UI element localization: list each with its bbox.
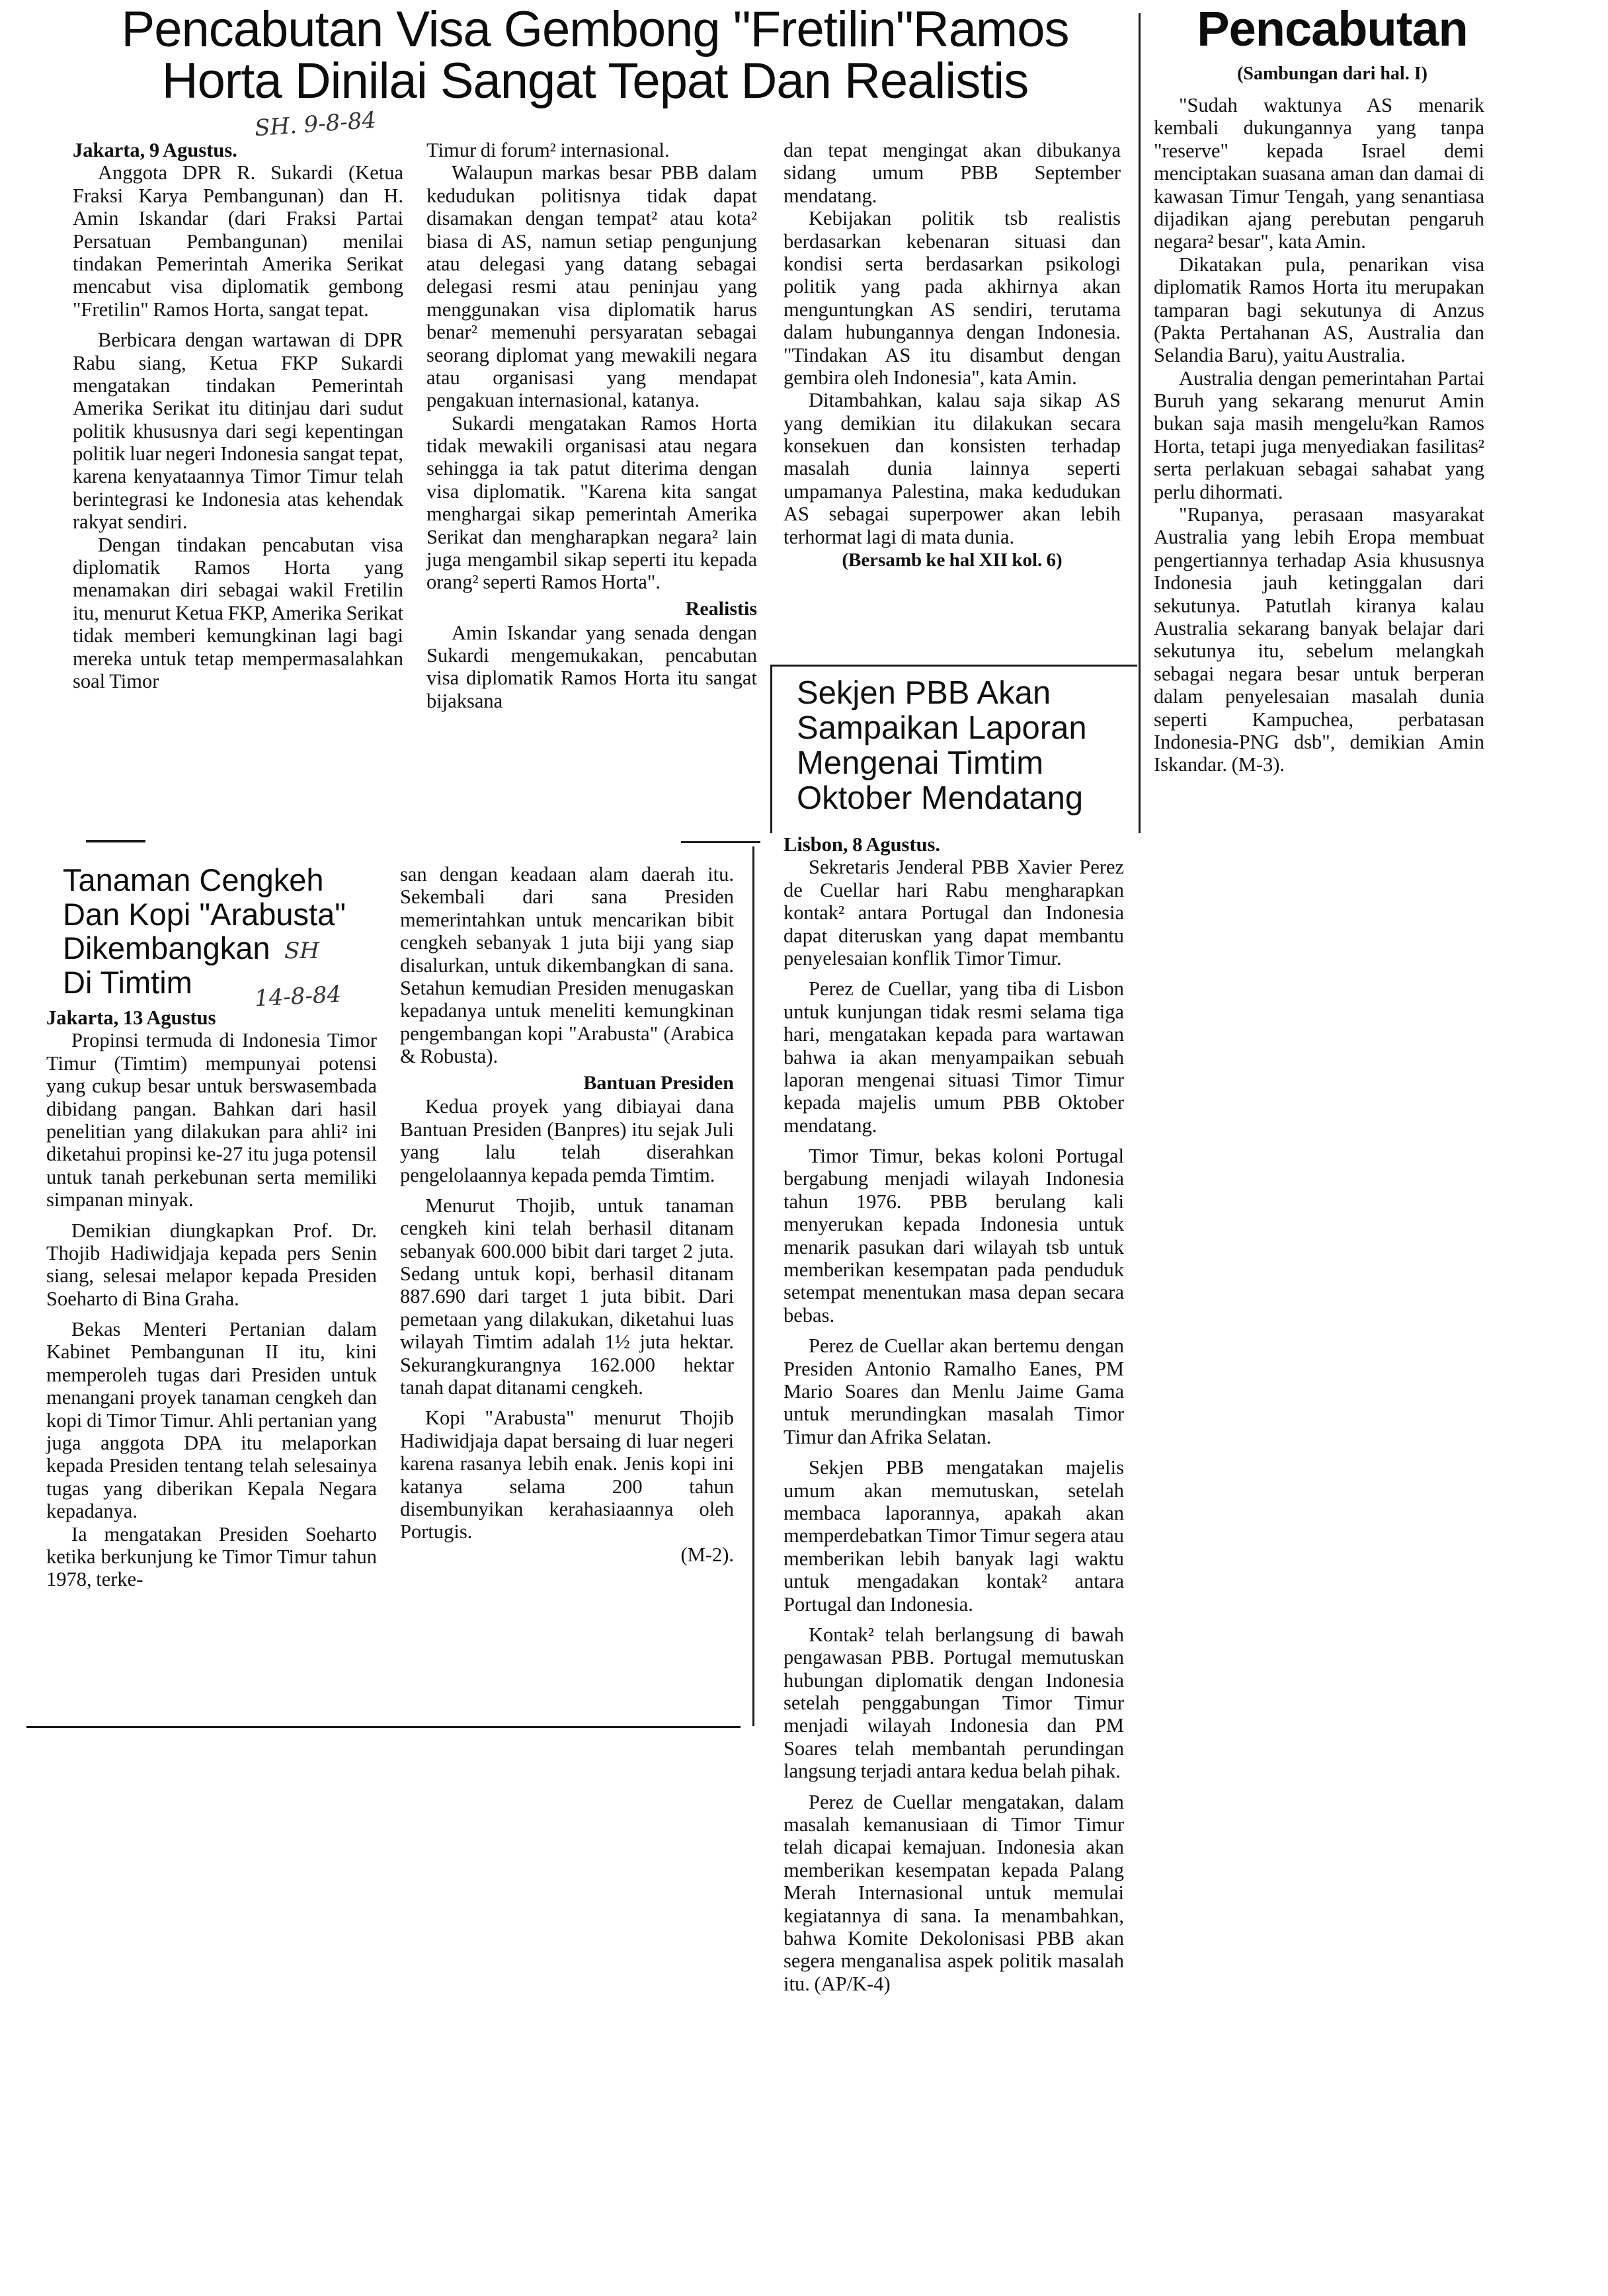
article2-column-2 xyxy=(400,863,734,1566)
column-rule xyxy=(752,846,754,1726)
article1-headline xyxy=(73,1,1117,109)
article2-dateline: Jakarta, 13 Agustus xyxy=(46,1006,216,1029)
article3-para: Perez de Cuellar mengatakan, dalam masalah kemanusiaan di Timor Timur telah dicapai kemajuan. Indonesia akan memberikan kesempatan kepada Palang Merah Internasional untuk memulai kegiatannya di sana. Ia menambahkan, bahwa Komite Dekolonisasi PBB akan segera menganalisa aspek politik masalah itu. (AP/K-4) xyxy=(784,1790,1124,1995)
article2-end-tag: (M-2). xyxy=(680,1543,734,1566)
handwritten-date-note: SH. 9-8-84 xyxy=(253,106,378,142)
article3-para: Sekretaris Jenderal PBB Xavier Perez de Cuellar hari Rabu mengharapkan kontak² antara Portugal dan Indonesia dapat diteruskan yang dapat membantu penyelesaian konflik Timor Timur. xyxy=(784,856,1124,969)
article3-headline-line: Mengenai Timtim xyxy=(797,745,1044,781)
article1-col2-para: Timur di forum² internasional. xyxy=(426,139,670,161)
article1-subhead-realistis: Realistis xyxy=(685,597,757,620)
box-rule xyxy=(770,665,772,833)
article2-col2-para: Menurut Thojib, untuk tanaman cengkeh kini telah berhasil ditanam sebanyak 600.000 bibit dari target 2 juta. Sedang untuk kopi, berhasil ditanam 887.690 dari target 1 juta bibit. Dari pemetaan yang dilakukan, diketahui luas wilayah Timtim adalah 1½ juta hektar. Sekurangkurangnya 162.000 hektar tanah dapat ditanami cengkeh. xyxy=(400,1194,734,1399)
article2-col1-para: Ia mengatakan Presiden Soeharto ketika berkunjung ke Timor Timur tahun 1978, terke- xyxy=(46,1522,377,1591)
article2-col1-para: Bekas Menteri Pertanian dalam Kabinet Pembangunan II itu, kini memperoleh tugas dari Presiden untuk menangani proyek tanaman cengkeh dan kopi di Timor Timur. Ahli pertanian yang juga anggota DPA itu melaporkan kepada Presiden tentang telah selesainya tugas yang diberikan Kepala Negara kepadanya. xyxy=(46,1318,377,1523)
article3-headline xyxy=(797,676,1134,816)
article4-para: Australia dengan pemerintahan Partai Buruh yang sekarang menurut Amin bukan saja masih mengelu²kan Ramos Horta, tetapi juga menyediakan fasilitas² serta perlakuan sebagai sahabat yang perlu dihormati. xyxy=(1154,366,1484,503)
handwritten-note: SH xyxy=(284,938,319,964)
column-rule xyxy=(1139,13,1141,833)
article1-dateline: Jakarta, 9 Agustus. xyxy=(73,139,237,161)
handwritten-date-note: 14-8-84 xyxy=(254,981,342,1012)
article3-body xyxy=(784,833,1124,1995)
article2-col1-para: Demikian diungkapkan Prof. Dr. Thojib Hadiwidjaja kepada pers Senin siang, selesai melapor kepada Presiden Soeharto di Bina Graha. xyxy=(46,1219,377,1310)
article2-headline-line: Dan Kopi "Arabusta" xyxy=(63,896,346,932)
article3-headline-line: Sekjen PBB Akan xyxy=(797,675,1051,711)
article2-headline-line: Di Timtim xyxy=(63,965,192,1001)
article1-col2-para: Sukardi mengatakan Ramos Horta tidak mewakili organisasi atau negara sehingga ia tak patut diterima dengan visa diplomatik. "Karena kita sangat menghargai sikap pemerintah Amerika Serikat dan mengharapkan negara² lain juga mengambil sikap seperti itu kepada orang² seperti Ramos Horta". xyxy=(426,411,757,594)
article1-headline-line2: Horta Dinilai Sangat Tepat Dan Realistis xyxy=(161,52,1029,109)
article4-body xyxy=(1154,94,1484,776)
article3-para: Perez de Cuellar, yang tiba di Lisbon untuk kunjungan tidak resmi selama tiga hari, mengatakan kepada para wartawan bahwa ia akan menyampaikan sebuah laporan mengenai situasi Timor Timur kepada majelis umum PBB Oktober mendatang. xyxy=(784,977,1124,1137)
article3-para: Sekjen PBB mengatakan majelis umum akan memutuskan, setelah membaca laporannya, apakah akan memperdebatkan Timor Timur segera atau memberikan lebih banyak lagi waktu untuk mengadakan kontak² antara Portugal dan Indonesia. xyxy=(784,1456,1124,1616)
article1-col1-para: Anggota DPR R. Sukardi (Ketua Fraksi Karya Pembangunan) dan H. Amin Iskandar (dari Fraksi Partai Persatuan Pembangunan) menilai tindakan Pemerintah Amerika Serikat mencabut visa diplomatik gembong "Fretilin" Ramos Horta, sangat tepat. xyxy=(73,161,403,321)
article1-column-2 xyxy=(426,139,757,712)
article-bottom-rule xyxy=(26,1726,741,1728)
article4-para: "Sudah waktunya AS menarik kembali dukungannya yang tanpa "reserve" kepada Israel demi menciptakan suasana aman dan damai di kawasan Timur Tengah, yang senantiasa dijadikan ajang perebutan pengaruh negara² besar", kata Amin. xyxy=(1154,94,1484,253)
article4-para: Dikatakan pula, penarikan visa diplomatik Ramos Horta itu merupakan tamparan bagi sekutunya di Anzus (Pakta Pertahanan AS, Australia dan Selandia Baru), yaitu Australia. xyxy=(1154,253,1484,367)
article3-para: Perez de Cuellar akan bertemu dengan Presiden Antonio Ramalho Eanes, PM Mario Soares dan Menlu Jaime Gama untuk merundingkan masalah Timor Timur dan Afrika Selatan. xyxy=(784,1334,1124,1448)
article1-col2-para: Amin Iskandar yang senada dengan Sukardi mengemukakan, pencabutan visa diplomatik Ramos Horta itu sangat bijaksana xyxy=(426,621,757,712)
article1-col3-para: dan tepat mengingat akan dibukanya sidang umum PBB September mendatang. xyxy=(784,139,1121,207)
article1-col3-para: Kebijakan politik tsb realistis berdasarkan kebenaran situasi dan kondisi serta berdasarkan psikologi politik yang pada akhirnya akan menguntungkan AS sendiri, terutama dalam hubungannya dengan Indonesia. "Tindakan AS itu disambut dengan gembira oleh Indonesia", kata Amin. xyxy=(784,207,1121,389)
article1-column-3 xyxy=(784,139,1121,571)
article2-headline xyxy=(63,863,393,1000)
article3-para: Timor Timur, bekas koloni Portugal bergabung menjadi wilayah Indonesia tahun 1976. PBB berulang kali menyerukan kepada Indonesia untuk menarik pasukan dari wilayah tsb untuk memberikan kesempatan pada penduduk setempat menentukan masa depan secara bebas. xyxy=(784,1145,1124,1327)
article3-headline-line: Oktober Mendatang xyxy=(797,780,1084,816)
box-rule xyxy=(770,665,1137,667)
article1-col2-para: Walaupun markas besar PBB dalam kedudukan politisnya tidak dapat disamakan dengan tempat² atau kota² biasa di AS, namun setiap pengunjung atau delegasi yang datang sebagai delegasi resmi atau peninjau yang menggunakan visa diplomatik harus benar² memenuhi persyaratan sebagai seorang diplomat yang mewakili negara atau organisasi yang mendapat pengakuan internasional, katanya. xyxy=(426,161,757,412)
article1-col3-para: Ditambahkan, kalau saja sikap AS yang demikian itu dilakukan secara konsekuen dan konsisten terhadap masalah dunia lainnya seperti umpamanya Palestina, maka kedudukan AS sebagai superpower akan lebih terhormat lagi di mata dunia. xyxy=(784,389,1121,548)
article2-col2-para: Kedua proyek yang dibiayai dana Bantuan Presiden (Banpres) itu sejak Juli yang lalu telah diserahkan pengelolaannya kepada pemda Timtim. xyxy=(400,1095,734,1186)
article2-col1-para: Propinsi termuda di Indonesia Timor Timur (Timtim) mempunyai potensi yang cukup besar untuk berswasembada dibidang pangan. Bahkan dari hasil penelitian yang dilakukan para ahli² ini diketahui propinsi ke-27 itu juga potensil untuk tanah perkebunan serta memiliki simpanan minyak. xyxy=(46,1029,377,1211)
article2-column-1 xyxy=(46,1006,377,1591)
article2-headline-line: Dikembangkan xyxy=(63,930,270,966)
article2-col2-para: Kopi "Arabusta" menurut Thojib Hadiwidjaja dapat bersaing di luar negeri karena rasanya lebih enak. Jenis kopi ini katanya selama 200 tahun disembunyikan kerahasiaannya oleh Portugis. xyxy=(400,1407,734,1543)
article1-col1-para: Dengan tindakan pencabutan visa diplomatik Ramos Horta yang menamakan diri sebagai wakil Fretilin itu, menurut Ketua FKP, Amerika Serikat tidak memberi kemungkinan lagi bagi mereka untuk tetap mempermasalahkan soal Timor xyxy=(73,533,403,692)
separator-rule xyxy=(681,841,760,843)
article2-col2-para: san dengan keadaan alam daerah itu. Sekembali dari sana Presiden memerintahkan untuk mencarikan bibit cengkeh sebanyak 1 juta biji yang siap disalurkan, untuk dikembangkan di sana. Setahun kemudian Presiden menugaskan kepadanya untuk meneliti kemungkinan pengembangan kopi "Arabusta" (Arabica & Robusta). xyxy=(400,863,734,1068)
article4-headline: Pencabutan xyxy=(1197,1,1468,56)
article3-dateline: Lisbon, 8 Agustus. xyxy=(784,833,941,856)
article4-para: "Rupanya, perasaan masyarakat Australia yang lebih Eropa membuat pengertiannya terhadap Asia khususnya Indonesia jauh ketinggalan dari sekutunya. Patutlah kiranya kalau Australia sekarang banyak belajar dari sekutunya itu, sebelum melangkah sebagai negara besar untuk berperan dalam penyelesaian masalah dunia seperti Kampuchea, perbatasan Indonesia-PNG dsb", demikian Amin Iskandar. (M-3). xyxy=(1154,503,1484,776)
article1-column-1 xyxy=(73,139,403,692)
article2-headline-line: Tanaman Cengkeh xyxy=(63,862,324,897)
article1-continued-note: (Bersamb ke hal XII kol. 6) xyxy=(842,550,1063,571)
article2-subhead-bantuan: Bantuan Presiden xyxy=(583,1071,734,1094)
separator-rule xyxy=(86,840,145,842)
article3-headline-line: Sampaikan Laporan xyxy=(797,710,1087,746)
article4-continued-from: (Sambungan dari hal. I) xyxy=(1237,63,1427,84)
article1-col1-para: Berbicara dengan wartawan di DPR Rabu siang, Ketua FKP Sukardi mengatakan tindakan Pemerintah Amerika Serikat itu ditinjau dari sudut politik khususnya dari segi kepentingan politik luar negeri Indonesia sangat tepat, karena kenyataannya Timor Timur telah berintegrasi ke Indonesia atas kehendak rakyat sendiri. xyxy=(73,329,403,534)
article1-headline-line1: Pencabutan Visa Gembong "Fretilin"Ramos xyxy=(121,1,1069,58)
article3-para: Kontak² telah berlangsung di bawah pengawasan PBB. Portugal memutuskan hubungan diplomatik dengan Indonesia setelah penggabungan Timor Timur menjadi wilayah Indonesia dan PM Soares telah membantah perundingan langsung terjadi antara kedua belah pihak. xyxy=(784,1623,1124,1783)
